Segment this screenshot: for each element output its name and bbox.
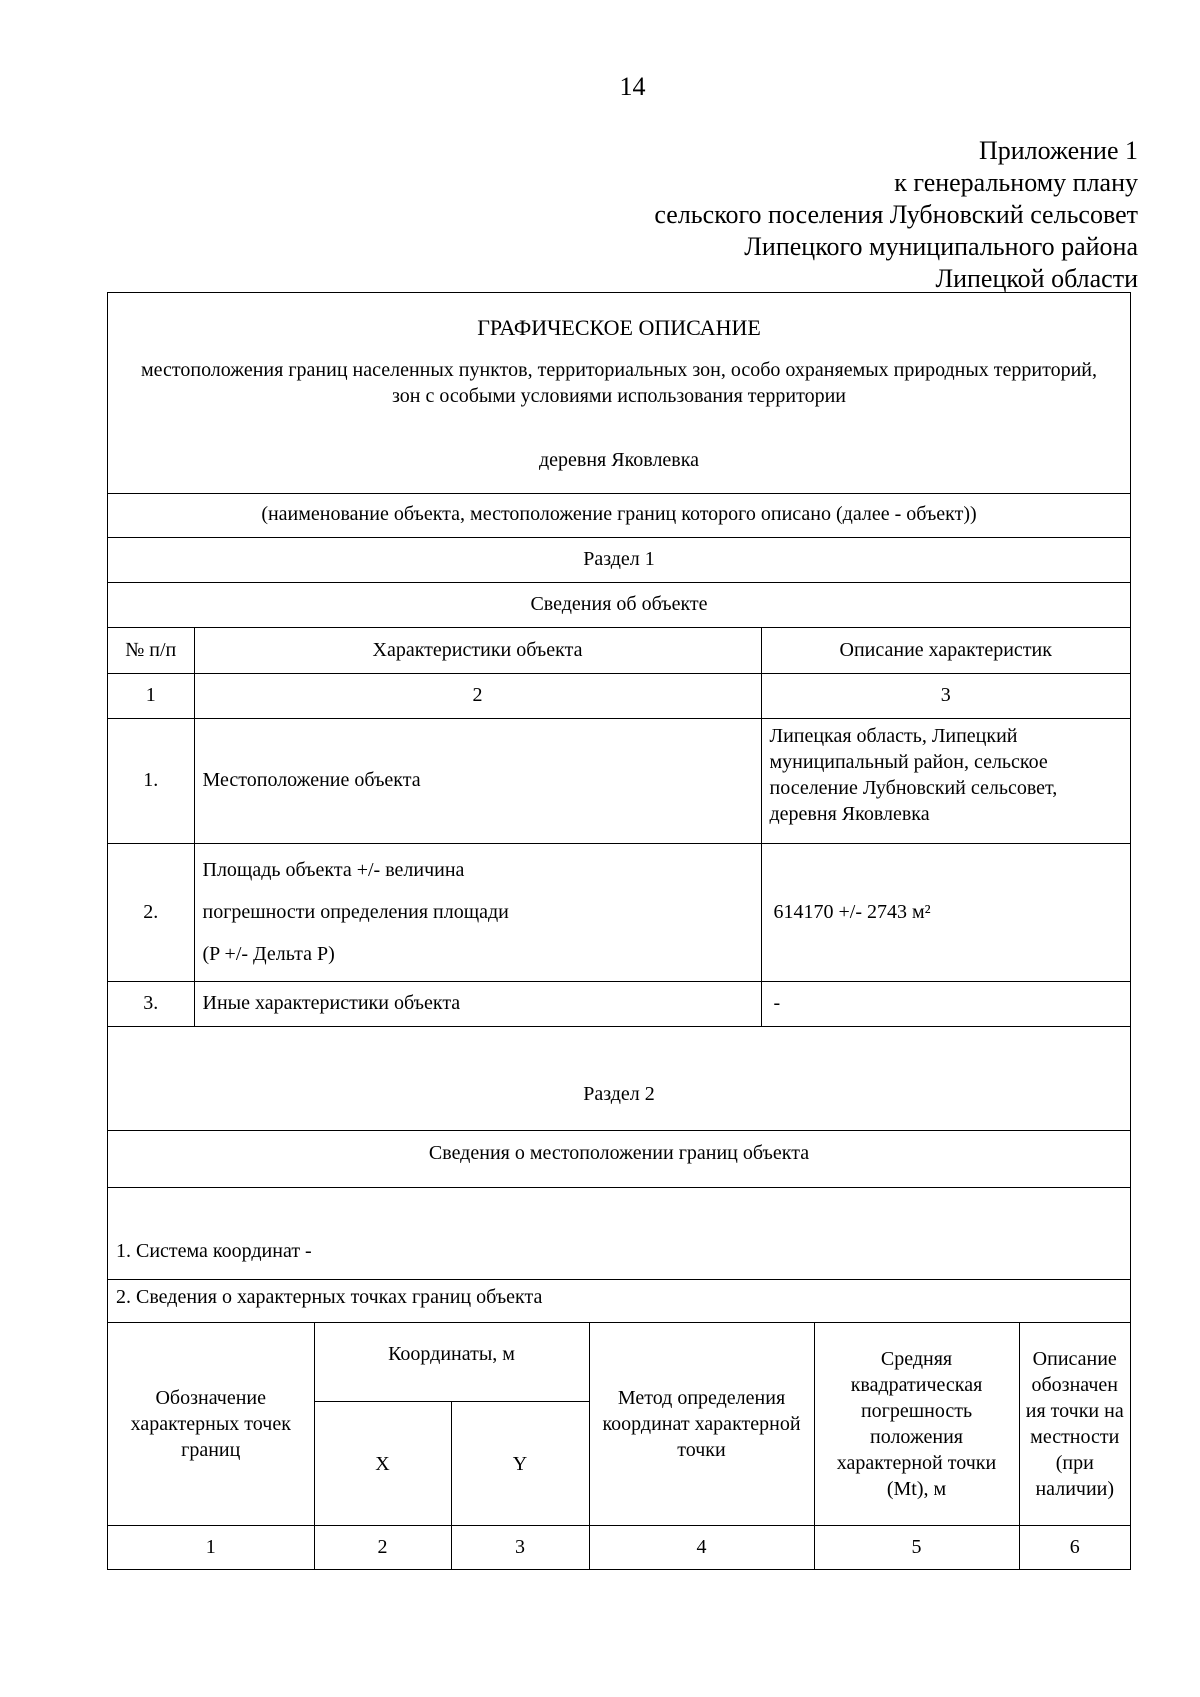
row-characteristic: Местоположение объекта <box>194 718 761 843</box>
column-number-row <box>108 673 1130 718</box>
table-row <box>108 981 1130 1026</box>
object-name: деревня Яковлевка <box>538 449 700 471</box>
column-number: 2 <box>194 673 761 718</box>
method-header: Метод определения координат характерной точки <box>589 1323 814 1526</box>
object-info-table <box>108 628 1130 1027</box>
column-number: 1 <box>108 1526 314 1569</box>
appendix-line-3: сельского поселения Лубновский сельсовет <box>654 200 1138 229</box>
table-header-row <box>108 628 1130 673</box>
column-number: 1 <box>108 673 194 718</box>
appendix-line-1: Приложение 1 <box>978 136 1138 165</box>
row-number: 1. <box>108 718 194 843</box>
y-header: Y <box>451 1402 589 1526</box>
points-header-row <box>108 1323 1130 1402</box>
section2-subheading: Сведения о местоположении границ объекта <box>108 1131 1130 1188</box>
point-designation-header: Обозначение характерных точек границ <box>108 1323 314 1526</box>
column-header: Описание характеристик <box>761 628 1130 673</box>
appendix-line-2: к генеральному плану <box>894 168 1138 197</box>
column-number: 3 <box>761 673 1130 718</box>
column-number: 3 <box>451 1526 589 1569</box>
column-number: 5 <box>814 1526 1019 1569</box>
row-characteristic: Иные характеристики объекта <box>194 981 761 1026</box>
characteristic-line: погрешности определения площади <box>202 901 509 923</box>
coordinates-header: Координаты, м <box>314 1323 589 1402</box>
row-value: - <box>761 981 1130 1026</box>
points-number-row <box>108 1526 1130 1569</box>
row-value: Липецкая область, Липецкий муниципальный район, сельское поселение Лубновский сельсовет, деревня Яковлевка <box>761 718 1130 843</box>
appendix-line-4: Липецкого муниципального района <box>744 232 1138 261</box>
appendix-header <box>654 135 1138 295</box>
column-number: 2 <box>314 1526 451 1569</box>
column-number: 4 <box>589 1526 814 1569</box>
object-name-caption: (наименование объекта, местоположение границ которого описано (далее - объект)) <box>108 494 1130 538</box>
row-characteristic <box>194 843 761 981</box>
points-heading: 2. Сведения о характерных точках границ объекта <box>108 1280 1130 1323</box>
point-description-header: Описание обозначен ия точки на местности (при наличии) <box>1019 1323 1130 1526</box>
column-header: № п/п <box>108 628 194 673</box>
form-header <box>108 293 1130 494</box>
coordinate-system: 1. Система координат - <box>116 1239 312 1262</box>
section2-heading-row <box>108 1027 1130 1131</box>
row-number: 3. <box>108 981 194 1026</box>
section2-heading: Раздел 2 <box>583 1082 655 1105</box>
document-subtitle: местоположения границ населенных пунктов, территориальных зон, особо охраняемых природных территорий, зон с особыми условиями использования территории <box>140 359 1098 407</box>
appendix-line-5: Липецкой области <box>935 264 1138 293</box>
characteristic-line: (P +/- Дельта P) <box>202 943 335 965</box>
section1-heading: Раздел 1 <box>108 538 1130 583</box>
column-number: 6 <box>1019 1526 1130 1569</box>
coordinate-system-row <box>108 1188 1130 1280</box>
table-row <box>108 843 1130 981</box>
row-number: 2. <box>108 843 194 981</box>
section1-subheading: Сведения об объекте <box>108 583 1130 628</box>
column-header: Характеристики объекта <box>194 628 761 673</box>
table-row <box>108 718 1130 843</box>
x-header: X <box>314 1402 451 1526</box>
characteristic-line: Площадь объекта +/- величина <box>202 859 465 881</box>
document-title: ГРАФИЧЕСКОЕ ОПИСАНИЕ <box>477 315 761 340</box>
row-value: 614170 +/- 2743 м² <box>761 843 1130 981</box>
page-number: 14 <box>619 72 646 101</box>
boundary-points-table <box>108 1323 1130 1569</box>
accuracy-header: Средняя квадратическая погрешность положения характерной точки (Mt), м <box>814 1323 1019 1526</box>
description-form <box>107 292 1131 1570</box>
